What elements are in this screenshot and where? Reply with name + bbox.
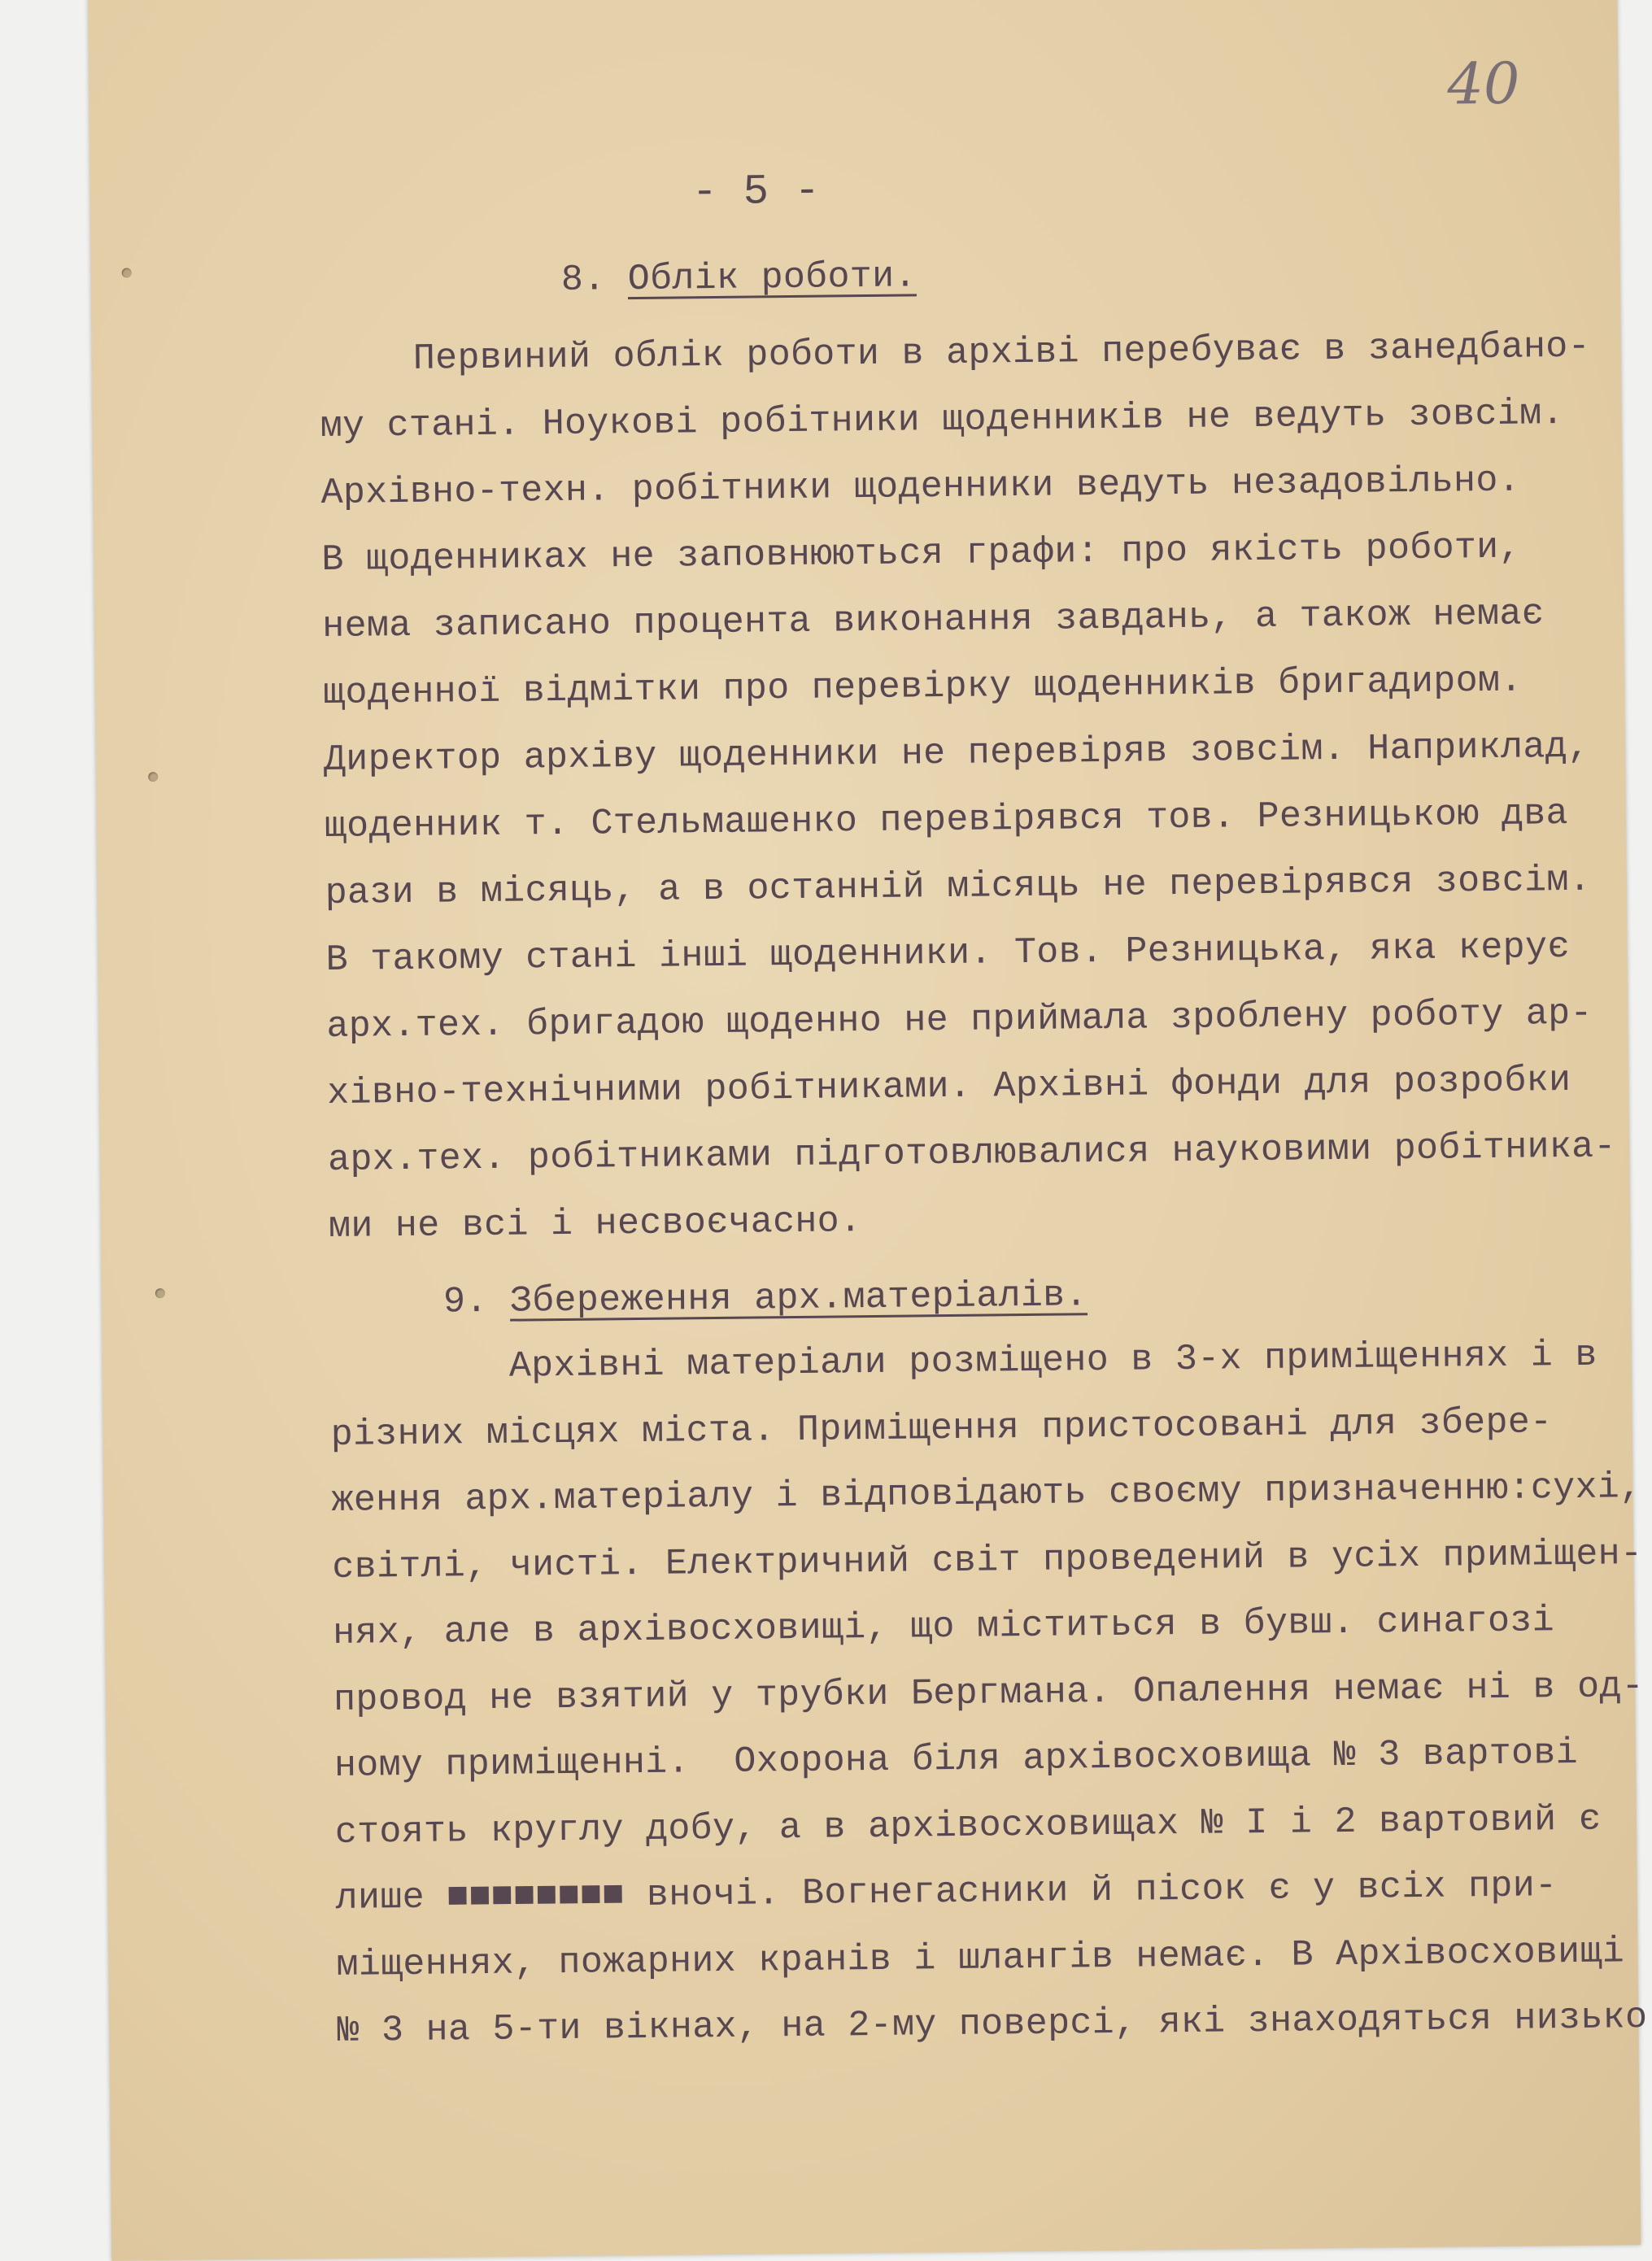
text-line: нях, але в архівосховищі, що міститься в бувш. синагозі [332, 1600, 1555, 1654]
text-line: нема записано процента виконання завдань, а також немає [322, 593, 1545, 648]
text-line: Архівні матеріали розміщено в 3-х приміщеннях і в [508, 1334, 1598, 1388]
text-line: арх.тех. робітниками підготовлювалися науковими робітника- [327, 1126, 1616, 1181]
text-line: Первиний облік роботи в архіві перебуває в занедбано- [412, 325, 1591, 380]
text-line: ження арх.матеріалу і відповідають своєму призначенню:сухі, [331, 1466, 1642, 1522]
text-line: рази в місяць, а в останній місяць не перевірявся зовсім. [325, 859, 1592, 915]
text-line: му стані. Ноукові робітники щоденників не ведуть зовсім. [320, 393, 1564, 448]
text-line: В щоденниках не заповнюються графи: про якість роботи, [321, 526, 1522, 582]
section-8-number: 8. [560, 259, 606, 301]
text-line: щоденної відмітки про перевірку щоденників бригадиром. [322, 660, 1523, 715]
punch-hole [155, 1288, 165, 1298]
archive-sheet-number: 40 [1446, 50, 1520, 118]
punch-hole [122, 268, 132, 277]
section-9-heading [443, 1274, 1088, 1322]
text-line: арх.тех. бригадою щоденно не приймала зроблену роботу ар- [326, 992, 1593, 1048]
text-line: провод не взятий у трубки Бергмана. Опалення немає ні в од- [333, 1665, 1645, 1721]
page-number: - 5 - [691, 167, 821, 217]
document-page [88, 0, 1648, 2261]
text-line: різних місцях міста. Приміщення пристосовані для збере- [330, 1401, 1553, 1456]
section-8-heading [561, 255, 917, 301]
section-8-title: Облік роботи. [627, 255, 917, 301]
text-line: В такому стані інші щоденники. Тов. Резницька, яка керує [325, 926, 1570, 982]
punch-hole [148, 772, 158, 782]
section-9-title: Збереження арх.матеріалів. [509, 1274, 1088, 1322]
text-line: Архівно-техн. робітники щоденники ведуть незадовільно. [320, 460, 1521, 515]
text-line: ми не всі і несвоєчасно. [328, 1200, 862, 1248]
text-line: світлі, чисті. Електричний світ проведений в усіх приміщен- [332, 1532, 1643, 1588]
section-9-number: 9. [442, 1280, 488, 1323]
text-line: лише ■■■■■■■■ вночі. Вогнегасники й пісок є у всіх при- [335, 1865, 1558, 1919]
text-line: ному приміщенні. Охорона біля архівосховища № 3 вартові [333, 1732, 1579, 1787]
text-line: міщеннях, пожарних кранів і шлангів немає. В Архівосховищі [336, 1930, 1625, 1986]
text-line: хівно-технічними робітниками. Архівні фонди для розробки [327, 1059, 1571, 1114]
text-line: щоденник т. Стельмашенко перевірявся тов. Резницькою два [324, 793, 1569, 848]
text-line: Директор архіву щоденники не перевіряв зовсім. Наприклад, [323, 725, 1590, 782]
text-line: стоять круглу добу, а в архівосховищах № І і 2 вартовий є [334, 1798, 1602, 1854]
text-line: № 3 на 5-ти вікнах, на 2-му поверсі, які знаходяться низько [337, 1997, 1648, 2052]
